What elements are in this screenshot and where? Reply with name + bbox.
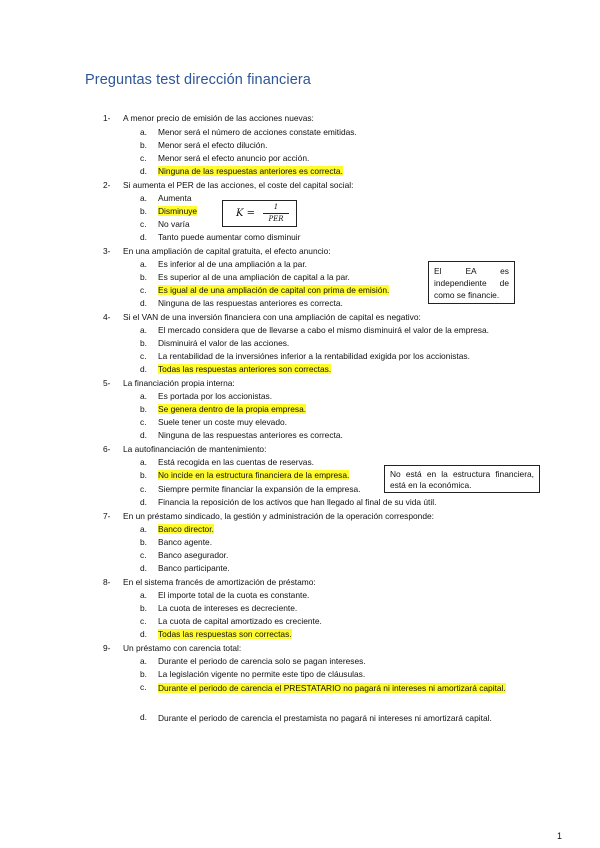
question-8-option-a [140, 590, 309, 601]
question-8 [103, 577, 316, 588]
option-text: Es inferior al de una ampliación a la par. [158, 259, 307, 269]
question-3-option-c [140, 285, 389, 296]
cost-of-capital-formula [222, 200, 297, 227]
question-2-option-d [140, 232, 300, 243]
question-number: 2- [103, 180, 111, 190]
option-text: Suele tener un coste muy elevado. [158, 417, 287, 427]
option-text: Durante el periodo de carencia el prestamista no pagará ni intereses ni amortizará capital. [158, 713, 492, 723]
option-text: Menor será el efecto dilución. [158, 140, 268, 150]
option-letter: c. [140, 153, 147, 163]
question-6-option-a [140, 457, 314, 468]
option-letter: d. [140, 712, 147, 722]
question-7-option-a [140, 524, 214, 535]
option-text: El importe total de la cuota es constante. [158, 590, 310, 600]
option-text: La legislación vigente no permite este tipo de cláusulas. [158, 669, 366, 679]
option-letter: b. [140, 206, 147, 216]
option-letter: b. [140, 404, 147, 414]
question-text: En el sistema francés de amortización de préstamo: [123, 577, 316, 587]
option-letter: d. [140, 629, 147, 639]
question-text: Si el VAN de una inversión financiera con una ampliación de capital es negativo: [123, 312, 421, 322]
question-9-option-d [140, 712, 528, 725]
question-3-option-a [140, 259, 307, 270]
question-5-option-b [140, 404, 306, 415]
option-text-highlighted: Durante el periodo de carencia el PRESTATARIO no pagará ni intereses ni amortizará capital. [158, 683, 506, 693]
option-text-highlighted: Se genera dentro de la propia empresa. [158, 404, 307, 414]
note-box-ea: El EA es independiente de como se financie. [428, 261, 515, 304]
question-3 [103, 246, 331, 257]
option-letter: c. [140, 616, 147, 626]
option-letter: b. [140, 669, 147, 679]
question-9-option-b [140, 669, 365, 680]
option-letter: c. [140, 682, 147, 692]
formula-numerator: 1 [273, 203, 279, 211]
option-letter: c. [140, 417, 147, 427]
question-5-option-c [140, 417, 287, 428]
question-2 [103, 180, 353, 191]
option-letter: a. [140, 127, 147, 137]
question-number: 7- [103, 511, 111, 521]
question-2-option-c [140, 219, 190, 230]
question-text: La financiación propia interna: [123, 378, 235, 388]
option-letter: c. [140, 285, 147, 295]
question-2-option-a [140, 193, 192, 204]
question-6-option-b [140, 470, 349, 481]
question-7-option-c [140, 550, 228, 561]
option-text: Banco participante. [158, 563, 230, 573]
question-2-option-b [140, 206, 197, 217]
option-letter: d. [140, 497, 147, 507]
question-9-option-c [140, 682, 528, 695]
option-letter: c. [140, 484, 147, 494]
question-4-option-c [140, 351, 470, 362]
question-number: 9- [103, 643, 111, 653]
question-8-option-b [140, 603, 297, 614]
option-letter: b. [140, 537, 147, 547]
option-letter: d. [140, 166, 147, 176]
option-letter: c. [140, 351, 147, 361]
option-text: Disminuirá el valor de las acciones. [158, 338, 290, 348]
question-number: 5- [103, 378, 111, 388]
option-letter: d. [140, 430, 147, 440]
question-1-option-c [140, 153, 309, 164]
option-text-highlighted: Todas las respuestas anteriores son correctas. [158, 364, 332, 374]
question-7-option-d [140, 563, 230, 574]
option-text: La cuota de capital amortizado es creciente. [158, 616, 322, 626]
formula-lhs: K = [236, 208, 256, 219]
question-3-option-d [140, 298, 343, 309]
question-4-option-d [140, 364, 331, 375]
option-letter: c. [140, 219, 147, 229]
question-9-option-a [140, 656, 366, 667]
option-letter: b. [140, 603, 147, 613]
question-3-option-b [140, 272, 350, 283]
option-text: Financia la reposición de los activos que han llegado al final de su vida útil. [158, 497, 437, 507]
option-text-highlighted: No incide en la estructura financiera de la empresa. [158, 470, 350, 480]
question-text: La autofinanciación de mantenimiento: [123, 444, 267, 454]
question-1-option-a [140, 127, 357, 138]
option-text: El mercado considera que de llevarse a cabo el mismo disminuirá el valor de la empresa. [158, 325, 489, 335]
note-box-structure: No está en la estructura financiera, está en la económica. [384, 465, 540, 493]
question-number: 8- [103, 577, 111, 587]
option-letter: a. [140, 457, 147, 467]
option-text: Ninguna de las respuestas anteriores es correcta. [158, 430, 343, 440]
option-text: Siempre permite financiar la expansión de la empresa. [158, 484, 361, 494]
option-letter: b. [140, 338, 147, 348]
page-number: 1 [557, 831, 563, 841]
option-text: Está recogida en las cuentas de reservas. [158, 457, 314, 467]
option-text: Aumenta [158, 193, 192, 203]
question-text: En un préstamo sindicado, la gestión y administración de la operación corresponde: [123, 511, 434, 521]
question-text: Un préstamo con carencia total: [123, 643, 242, 653]
question-number: 1- [103, 113, 111, 123]
option-letter: a. [140, 259, 147, 269]
question-1-option-b [140, 140, 267, 151]
question-1-option-d [140, 166, 343, 177]
option-letter: a. [140, 524, 147, 534]
option-text: No varía [158, 219, 190, 229]
formula-denominator: PER [263, 213, 289, 225]
question-4-option-b [140, 338, 289, 349]
option-letter: a. [140, 656, 147, 666]
option-text: Banco agente. [158, 537, 213, 547]
question-5 [103, 378, 235, 389]
option-text-highlighted: Todas las respuestas son correctas. [158, 629, 292, 639]
option-letter: b. [140, 470, 147, 480]
option-letter: b. [140, 272, 147, 282]
option-text: Es superior al de una ampliación de capital a la par. [158, 272, 350, 282]
question-4 [103, 312, 421, 323]
option-text-highlighted: Disminuye [158, 206, 198, 216]
question-7-option-b [140, 537, 212, 548]
question-7 [103, 511, 434, 522]
option-letter: a. [140, 590, 147, 600]
question-6 [103, 444, 266, 455]
option-text: Menor será el efecto anuncio por acción. [158, 153, 310, 163]
question-6-option-c [140, 484, 361, 495]
question-8-option-d [140, 629, 292, 640]
option-text: Ninguna de las respuestas anteriores es correcta. [158, 298, 343, 308]
option-text-highlighted: Es igual al de una ampliación de capital con prima de emisión. [158, 285, 390, 295]
question-text: Si aumenta el PER de las acciones, el coste del capital social: [123, 180, 354, 190]
option-letter: c. [140, 550, 147, 560]
option-text-highlighted: Banco director. [158, 524, 214, 534]
option-letter: d. [140, 298, 147, 308]
option-letter: a. [140, 325, 147, 335]
option-text: La cuota de intereses es decreciente. [158, 603, 298, 613]
question-5-option-a [140, 391, 272, 402]
option-text-highlighted: Ninguna de las respuestas anteriores es correcta. [158, 166, 343, 176]
formula-fraction [263, 202, 289, 225]
question-number: 3- [103, 246, 111, 256]
option-letter: a. [140, 193, 147, 203]
question-number: 6- [103, 444, 111, 454]
option-text: La rentabilidad de la inversiónes inferior a la rentabilidad exigida por los accionistas. [158, 351, 470, 361]
option-letter: d. [140, 232, 147, 242]
option-letter: b. [140, 140, 147, 150]
option-text: Menor será el número de acciones constate emitidas. [158, 127, 357, 137]
option-text: Tanto puede aumentar como disminuir [158, 232, 301, 242]
option-text: Durante el periodo de carencia solo se pagan intereses. [158, 656, 366, 666]
page-title: Preguntas test dirección financiera [85, 72, 311, 88]
option-letter: d. [140, 563, 147, 573]
question-1 [103, 113, 314, 124]
question-number: 4- [103, 312, 111, 322]
question-6-option-d [140, 497, 436, 508]
option-text: Es portada por los accionistas. [158, 391, 273, 401]
question-text: En una ampliación de capital gratuita, el efecto anuncio: [123, 246, 331, 256]
option-letter: a. [140, 391, 147, 401]
question-text: A menor precio de emisión de las acciones nuevas: [123, 113, 314, 123]
option-text: Banco asegurador. [158, 550, 229, 560]
question-9 [103, 643, 241, 654]
question-4-option-a [140, 325, 489, 336]
question-5-option-d [140, 430, 343, 441]
question-8-option-c [140, 616, 322, 627]
option-letter: d. [140, 364, 147, 374]
